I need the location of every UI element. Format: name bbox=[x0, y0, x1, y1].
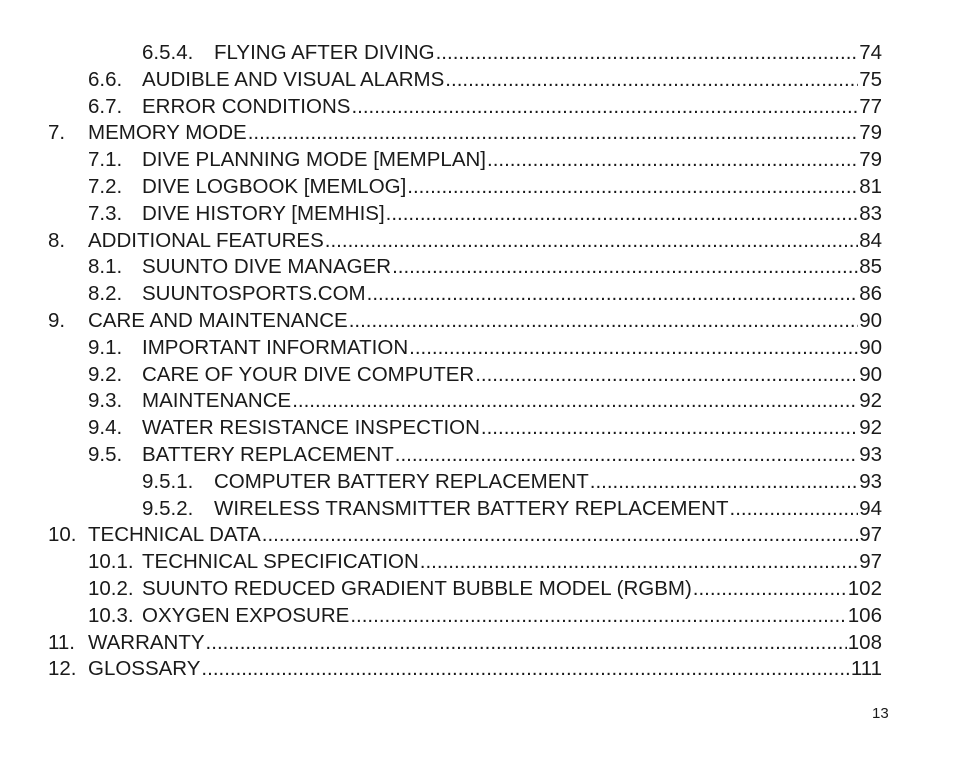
toc-entry-page: 111 bbox=[850, 657, 882, 681]
toc-entry-title: DIVE PLANNING MODE [MEMPLAN] bbox=[142, 148, 487, 172]
toc-entry[interactable] bbox=[0, 308, 954, 335]
toc-entry-page: 83 bbox=[859, 201, 882, 225]
toc-entry[interactable] bbox=[0, 281, 954, 308]
toc-entry-number: 10.3. bbox=[88, 603, 134, 627]
dot-leader bbox=[481, 415, 858, 442]
toc-entry[interactable] bbox=[0, 442, 954, 469]
toc-entry-number: 7.3. bbox=[88, 201, 123, 225]
toc-entry[interactable] bbox=[0, 228, 954, 255]
toc-entry-number: 9.2. bbox=[88, 362, 123, 386]
dot-leader bbox=[350, 603, 846, 630]
toc-entry[interactable] bbox=[0, 469, 954, 496]
toc-entry-title: COMPUTER BATTERY REPLACEMENT bbox=[214, 469, 589, 493]
toc-entry-title: DIVE HISTORY [MEMHIS] bbox=[142, 201, 385, 225]
toc-entry-page: 106 bbox=[847, 603, 882, 627]
toc-entry-number: 9.3. bbox=[88, 389, 123, 413]
dot-leader bbox=[349, 308, 858, 335]
toc-entry-number: 9.5.2. bbox=[142, 496, 194, 520]
toc-entry-title: CARE AND MAINTENANCE bbox=[88, 308, 348, 332]
toc-entry-page: 93 bbox=[859, 442, 882, 466]
dot-leader bbox=[407, 174, 858, 201]
dot-leader bbox=[367, 281, 859, 308]
dot-leader bbox=[325, 228, 858, 255]
toc-entry-title: OXYGEN EXPOSURE bbox=[142, 603, 350, 627]
toc-entry-page: 92 bbox=[859, 389, 882, 413]
toc-entry-title: DIVE LOGBOOK [MEMLOG] bbox=[142, 174, 407, 198]
toc-entry[interactable] bbox=[0, 576, 954, 603]
toc-entry[interactable] bbox=[0, 147, 954, 174]
toc-entry-title: IMPORTANT INFORMATION bbox=[142, 335, 409, 359]
dot-leader bbox=[475, 362, 858, 389]
dot-leader bbox=[395, 442, 858, 469]
toc-entry-page: 79 bbox=[859, 121, 882, 145]
toc-entry-number: 8.2. bbox=[88, 282, 123, 306]
toc-entry-title: CARE OF YOUR DIVE COMPUTER bbox=[142, 362, 475, 386]
toc-entry-title: BATTERY REPLACEMENT bbox=[142, 442, 394, 466]
dot-leader bbox=[693, 576, 847, 603]
dot-leader bbox=[730, 496, 859, 523]
toc-entry-page: 97 bbox=[859, 550, 882, 574]
toc-entry-page: 75 bbox=[859, 67, 882, 91]
dot-leader bbox=[392, 254, 858, 281]
toc-entry[interactable] bbox=[0, 94, 954, 121]
dot-leader bbox=[420, 549, 858, 576]
toc-entry-page: 85 bbox=[859, 255, 882, 279]
toc-entry-page: 97 bbox=[859, 523, 882, 547]
toc-entry-number: 7. bbox=[48, 121, 66, 145]
toc-entry-title: SUUNTO REDUCED GRADIENT BUBBLE MODEL (RGBM) bbox=[142, 576, 692, 600]
toc-entry-page: 102 bbox=[847, 576, 882, 600]
toc-entry[interactable] bbox=[0, 254, 954, 281]
toc-entry[interactable] bbox=[0, 522, 954, 549]
toc-entry-number: 6.6. bbox=[88, 67, 123, 91]
toc-entry-number: 9. bbox=[48, 308, 66, 332]
dot-leader bbox=[409, 335, 858, 362]
toc-entry-number: 10. bbox=[48, 523, 77, 547]
toc-entry-number: 9.4. bbox=[88, 416, 123, 440]
toc-entry-page: 79 bbox=[859, 148, 882, 172]
toc-entry-page: 108 bbox=[847, 630, 882, 654]
toc-entry-page: 90 bbox=[859, 335, 882, 359]
dot-leader bbox=[487, 147, 858, 174]
toc-entry[interactable] bbox=[0, 630, 954, 657]
toc-entry[interactable] bbox=[0, 496, 954, 523]
toc-entry-title: FLYING AFTER DIVING bbox=[214, 41, 435, 64]
toc-entry-title: MAINTENANCE bbox=[142, 389, 292, 413]
toc-entry-page: 81 bbox=[859, 174, 882, 198]
dot-leader bbox=[292, 388, 858, 415]
toc-entry[interactable] bbox=[0, 603, 954, 630]
toc-entry-title: WARRANTY bbox=[88, 630, 205, 654]
toc-entry-number: 7.1. bbox=[88, 148, 123, 172]
toc-entry-title: AUDIBLE AND VISUAL ALARMS bbox=[142, 67, 445, 91]
dot-leader bbox=[201, 656, 849, 683]
dot-leader bbox=[351, 94, 858, 121]
toc-entry[interactable] bbox=[0, 362, 954, 389]
toc-entry-title: GLOSSARY bbox=[88, 657, 201, 681]
toc-entry-number: 7.2. bbox=[88, 174, 123, 198]
toc-entry-number: 11. bbox=[48, 630, 75, 654]
toc-entry-page: 94 bbox=[859, 496, 882, 520]
toc-entry-number: 8.1. bbox=[88, 255, 123, 279]
toc-entry-number: 10.2. bbox=[88, 576, 134, 600]
toc-entry-page: 92 bbox=[859, 416, 882, 440]
toc-entry-number: 6.7. bbox=[88, 94, 123, 118]
dot-leader bbox=[590, 469, 858, 496]
page-number: 13 bbox=[872, 705, 889, 722]
toc-entry-page: 84 bbox=[859, 228, 882, 252]
toc-entry[interactable] bbox=[0, 335, 954, 362]
toc-entry-title: TECHNICAL DATA bbox=[88, 523, 261, 547]
toc-entry-title: WATER RESISTANCE INSPECTION bbox=[142, 416, 480, 440]
dot-leader bbox=[436, 40, 859, 67]
toc-entry-number: 6.5.4. bbox=[142, 41, 194, 64]
toc-entry[interactable] bbox=[0, 40, 954, 67]
dot-leader bbox=[445, 67, 858, 94]
dot-leader bbox=[206, 630, 847, 657]
toc-entry-number: 9.5. bbox=[88, 442, 123, 466]
table-of-contents bbox=[0, 40, 954, 683]
toc-entry-number: 10.1. bbox=[88, 550, 134, 574]
dot-leader bbox=[262, 522, 858, 549]
dot-leader bbox=[386, 201, 859, 228]
toc-entry-page: 86 bbox=[859, 282, 882, 306]
toc-entry-title: SUUNTO DIVE MANAGER bbox=[142, 255, 392, 279]
toc-entry-page: 90 bbox=[859, 362, 882, 386]
toc-entry-page: 77 bbox=[859, 94, 882, 118]
toc-entry[interactable] bbox=[0, 67, 954, 94]
toc-entry[interactable] bbox=[0, 174, 954, 201]
toc-entry-number: 9.5.1. bbox=[142, 469, 194, 493]
toc-entry-title: MEMORY MODE bbox=[88, 121, 247, 145]
toc-entry[interactable] bbox=[0, 201, 954, 228]
toc-entry-number: 9.1. bbox=[88, 335, 123, 359]
toc-entry-page: 90 bbox=[859, 308, 882, 332]
toc-entry-title: ADDITIONAL FEATURES bbox=[88, 228, 324, 252]
dot-leader bbox=[248, 120, 858, 147]
toc-entry[interactable] bbox=[0, 415, 954, 442]
toc-entry-title: WIRELESS TRANSMITTER BATTERY REPLACEMENT bbox=[214, 496, 729, 520]
toc-entry-page: 93 bbox=[859, 469, 882, 493]
toc-entry[interactable] bbox=[0, 388, 954, 415]
toc-entry-title: TECHNICAL SPECIFICATION bbox=[142, 550, 419, 574]
toc-entry-title: SUUNTOSPORTS.COM bbox=[142, 282, 366, 306]
toc-entry[interactable] bbox=[0, 120, 954, 147]
toc-entry-page: 74 bbox=[859, 41, 882, 64]
toc-entry-number: 8. bbox=[48, 228, 66, 252]
toc-entry-number: 12. bbox=[48, 657, 77, 681]
toc-entry[interactable] bbox=[0, 656, 954, 683]
toc-entry-title: ERROR CONDITIONS bbox=[142, 94, 351, 118]
toc-entry[interactable] bbox=[0, 549, 954, 576]
